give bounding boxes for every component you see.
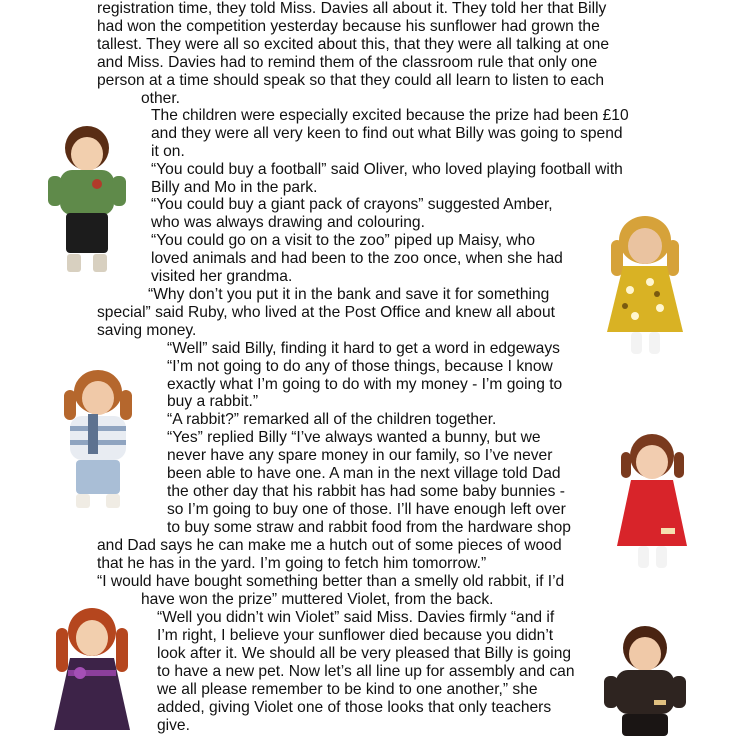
text-line: “You could buy a giant pack of crayons” suggested Amber, [151,196,553,213]
text-line: and Miss. Davies had to remind them of the classroom rule that only one [97,54,598,71]
text-line: registration time, they told Miss. Davies all about it. They told her that Billy [97,0,607,17]
text-line: it on. [151,143,185,160]
text-line: buy a rabbit.” [167,393,259,410]
text-line: never have any spare money in our family, so I’ve never [167,447,553,464]
text-line: that he has in the yard. I’m going to fetch him tomorrow.” [97,555,487,572]
text-line: special” said Ruby, who lived at the Post Office and knew all about [97,304,555,321]
text-line: “A rabbit?” remarked all of the children together. [167,411,497,428]
text-line: Billy and Mo in the park. [151,179,318,196]
text-line: visited her grandma. [151,268,293,285]
text-line: exactly what I’m going to do with my money - I’m going to [167,376,563,393]
text-line: to have a new pet. Now let’s all line up for assembly and can [157,663,575,680]
text-line: “You could buy a football” said Oliver, who loved playing football with [151,161,623,178]
text-line: “I’m not going to do any of those things, because I know [167,358,553,375]
doll-girl-yellow-dress [595,210,695,365]
text-line: loved animals and had been to the zoo once, when she had [151,250,563,267]
text-line: added, giving Violet one of those looks that only teachers [157,699,552,716]
doll-girl-striped-jumper [48,364,148,514]
text-line: person at a time should speak so that they could all learn to listen to each [97,72,605,89]
text-line: we all please remember to be kind to one another,” she [157,681,538,698]
text-line: other. [141,90,181,107]
text-line: “Why don’t you put it in the bank and save it for something [148,286,550,303]
text-line: give. [157,717,190,734]
text-line: I’m right, I believe your sunflower died because you didn’t [157,627,554,644]
text-line: The children were especially excited because the prize had been £10 [151,107,629,124]
text-line: tallest. They were all so excited about this, that they were all talking at one [97,36,609,53]
text-line: “I would have bought something better than a smelly old rabbit, if I’d [97,573,565,590]
doll-girl-purple-dress [42,604,142,736]
text-line: had won the competition yesterday because his sunflower had grown the [97,18,600,35]
text-line: so I’m going to buy one of those. I’ll have enough left over [167,501,566,518]
text-line: “Well” said Billy, finding it hard to get a word in edgeways [167,340,560,357]
text-line: saving money. [97,322,197,339]
text-line: “You could go on a visit to the zoo” piped up Maisy, who [151,232,536,249]
text-line: who was always drawing and colouring. [151,214,425,231]
text-line: to buy some straw and rabbit food from the hardware shop [167,519,571,536]
text-line: have won the prize” muttered Violet, from the back. [141,591,494,608]
doll-girl-red-dress [605,428,700,578]
text-line: and Dad says he can make me a hutch out of some pieces of wood [97,537,562,554]
doll-boy-brown-jumper [598,620,693,736]
text-line: and they were all very keen to find out what Billy was going to spend [151,125,623,142]
text-line: “Well you didn’t win Violet” said Miss. Davies firmly “and if [157,609,555,626]
doll-boy-green-jumper [42,118,132,278]
text-line: look after it. We should all be very pleased that Billy is going [157,645,572,662]
text-line: been able to have one. A man in the next village told Dad [167,465,561,482]
text-line: the other day that his rabbit has had some baby bunnies - [167,483,565,500]
text-line: “Yes” replied Billy “I’ve always wanted a bunny, but we [167,429,541,446]
